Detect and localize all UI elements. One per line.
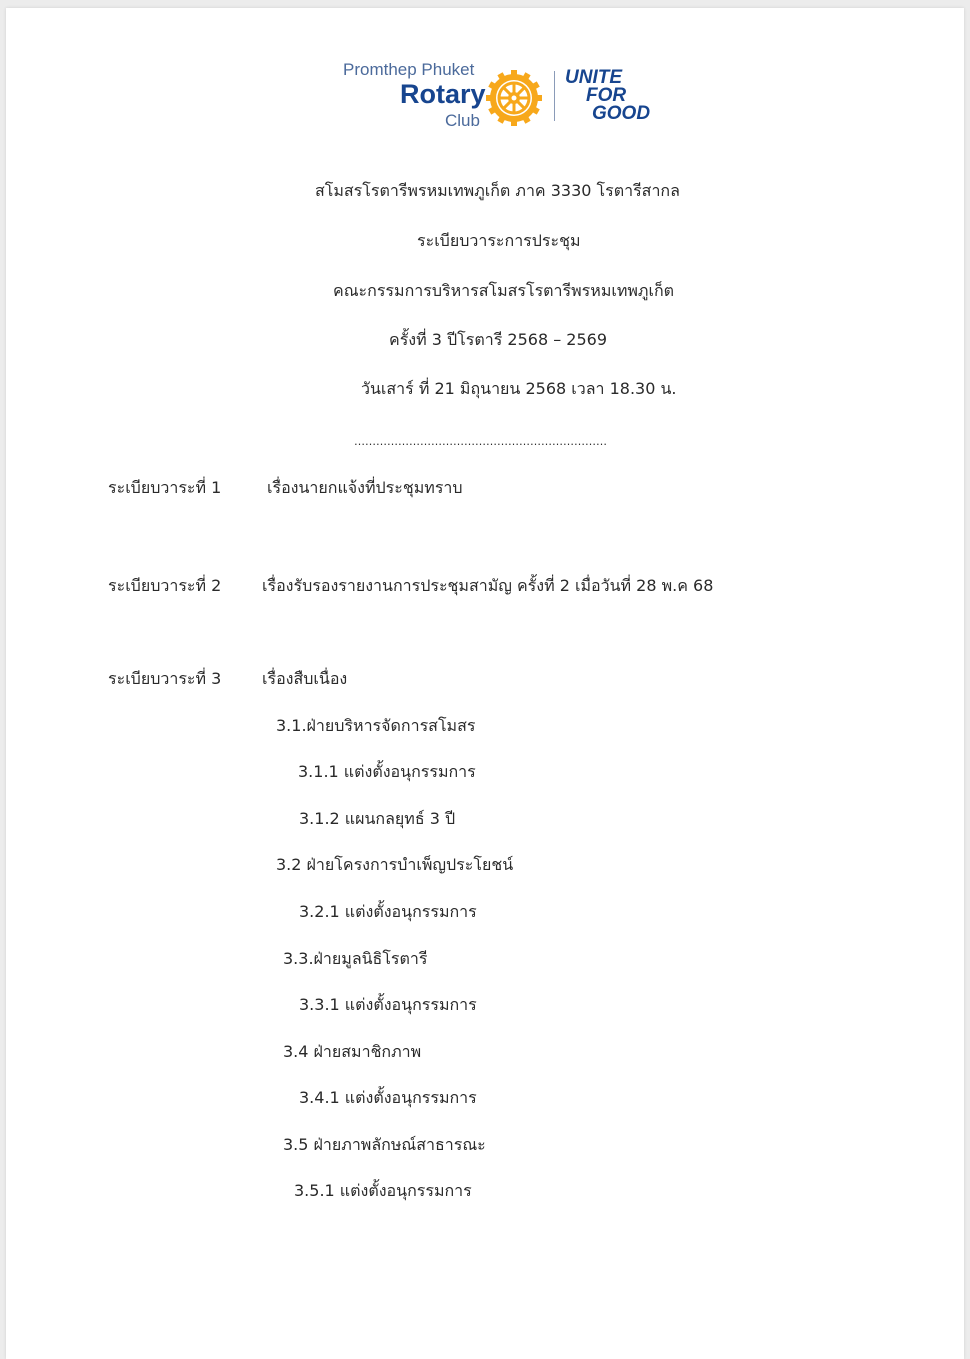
rotary-wheel-icon [485,69,543,127]
header-separator: …………………………………………………………… [354,435,607,448]
subitem: 3.2.1 แต่งตั้งอนุกรรมการ [299,902,477,921]
logo-divider [554,71,555,121]
agenda-label: ระเบียบวาระที่ 1 [108,478,222,497]
subitem-heading: 3.2 ฝ่ายโครงการบำเพ็ญประโยชน์ [276,855,514,874]
logo-rotary-word: Rotary [400,79,486,109]
header-date-time: วันเสาร์ ที่ 21 มิถุนายน 2568 เวลา 18.30 น. [361,379,677,398]
document-page [6,8,964,1359]
agenda-label: ระเบียบวาระที่ 3 [108,669,222,688]
slogan-for: FOR [586,85,627,106]
header-agenda-title: ระเบียบวาระการประชุม [417,231,581,250]
subitem: 3.3.1 แต่งตั้งอนุกรรมการ [299,995,477,1014]
header-committee: คณะกรรมการบริหารสโมสรโรตารีพรหมเทพภูเก็ต [333,281,675,300]
agenda-label: ระเบียบวาระที่ 2 [108,576,222,595]
agenda-title: เรื่องรับรองรายงานการประชุมสามัญ ครั้งที่ 2 เมื่อวันที่ 28 พ.ค 68 [262,576,714,595]
logo-club-name: Promthep Phuket [343,60,475,79]
subitem: 3.1.2 แผนกลยุทธ์ 3 ปี [299,809,456,828]
subitem: 3.1.1 แต่งตั้งอนุกรรมการ [298,762,476,781]
subitem-heading: 3.5 ฝ่ายภาพลักษณ์สาธารณะ [283,1135,486,1154]
subitem-heading: 3.4 ฝ่ายสมาชิกภาพ [283,1042,422,1061]
slogan-good: GOOD [592,103,651,124]
agenda-title: เรื่องสืบเนื่อง [262,669,348,688]
subitem-heading: 3.1.ฝ่ายบริหารจัดการสโมสร [276,716,476,735]
agenda-title: เรื่องนายกแจ้งที่ประชุมทราบ [267,478,463,497]
subitem: 3.4.1 แต่งตั้งอนุกรรมการ [299,1088,477,1107]
header-session: ครั้งที่ 3 ปีโรตารี 2568 – 2569 [389,330,608,349]
slogan-unite: UNITE [565,67,622,88]
subitem: 3.5.1 แต่งตั้งอนุกรรมการ [294,1181,472,1200]
logo-club-word: Club [445,111,480,130]
subitem-heading: 3.3.ฝ่ายมูลนิธิโรตารี [283,949,428,968]
header-club-line: สโมสรโรตารีพรหมเทพภูเก็ต ภาค 3330 โรตารีสากล [315,181,680,200]
